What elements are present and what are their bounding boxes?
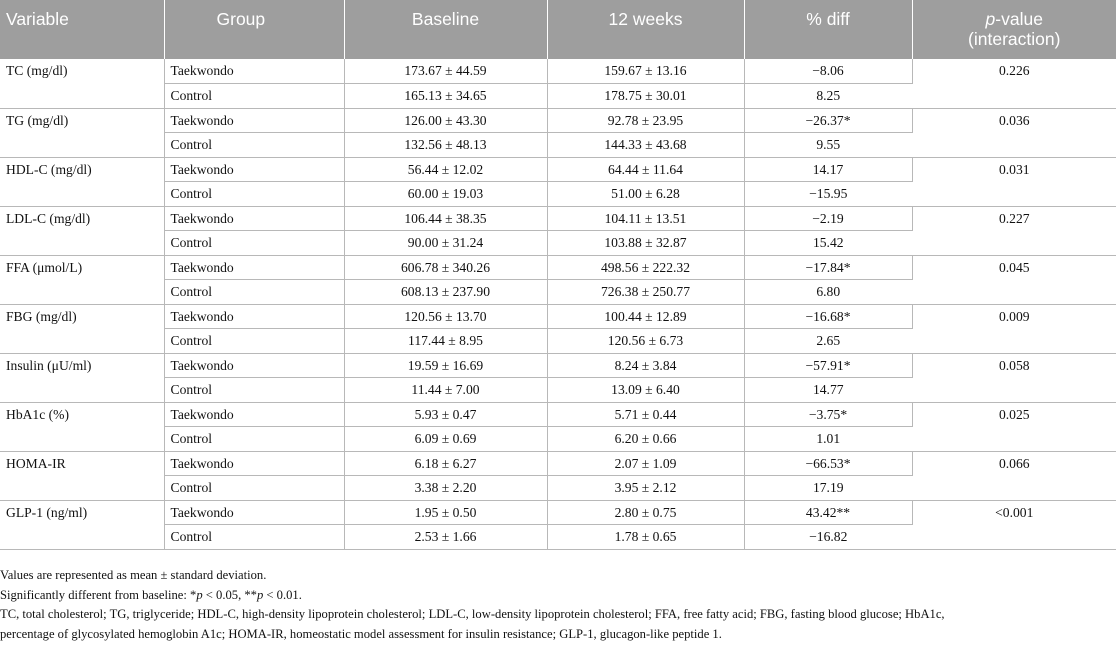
week12-cell: 6.20 ± 0.66: [547, 427, 744, 452]
group-cell: Control: [164, 133, 344, 158]
percent-diff-cell: −26.37*: [744, 108, 912, 133]
p-value-cell: 0.227: [912, 206, 1116, 255]
table-row: [0, 451, 1116, 476]
week12-cell: 159.67 ± 13.16: [547, 59, 744, 84]
group-cell: Taekwondo: [164, 157, 344, 182]
group-cell: Control: [164, 329, 344, 354]
table-row: [0, 255, 1116, 280]
variable-cell: LDL-C (mg/dl): [0, 206, 164, 255]
week12-cell: 104.11 ± 13.51: [547, 206, 744, 231]
week12-cell: 5.71 ± 0.44: [547, 402, 744, 427]
footnote-abbreviations-1: TC, total cholesterol; TG, triglyceride; HDL-C, high-density lipoprotein cholesterol; LDL-C, low-density lipoprotein cholesterol; FFA, free fatty acid; FBG, fasting blood glucose; HbA1c,: [0, 607, 945, 621]
table-row: [0, 353, 1116, 378]
header-percent-diff: % diff: [744, 0, 912, 59]
table-footnotes: [0, 566, 1112, 644]
baseline-cell: 608.13 ± 237.90: [344, 280, 547, 305]
baseline-cell: 19.59 ± 16.69: [344, 353, 547, 378]
percent-diff-cell: −15.95: [744, 182, 912, 207]
variable-cell: FFA (μmol/L): [0, 255, 164, 304]
percent-diff-cell: 43.42**: [744, 500, 912, 525]
p-value-cell: 0.045: [912, 255, 1116, 304]
footnote-sig-part-b: < 0.05, **: [202, 587, 257, 602]
percent-diff-cell: −16.68*: [744, 304, 912, 329]
footnote-sig-part-a: Significantly different from baseline: *: [0, 587, 197, 602]
percent-diff-cell: −57.91*: [744, 353, 912, 378]
week12-cell: 64.44 ± 11.64: [547, 157, 744, 182]
baseline-cell: 6.09 ± 0.69: [344, 427, 547, 452]
week12-cell: 2.07 ± 1.09: [547, 451, 744, 476]
baseline-cell: 126.00 ± 43.30: [344, 108, 547, 133]
p-value-cell: 0.009: [912, 304, 1116, 353]
group-cell: Control: [164, 231, 344, 256]
variable-cell: TC (mg/dl): [0, 59, 164, 108]
variable-cell: TG (mg/dl): [0, 108, 164, 157]
p-value-cell: 0.031: [912, 157, 1116, 206]
p-value-cell: 0.066: [912, 451, 1116, 500]
table-row: [0, 402, 1116, 427]
group-cell: Taekwondo: [164, 353, 344, 378]
header-p-suffix: -value: [995, 9, 1043, 29]
group-cell: Control: [164, 476, 344, 501]
baseline-cell: 6.18 ± 6.27: [344, 451, 547, 476]
group-cell: Taekwondo: [164, 108, 344, 133]
group-cell: Control: [164, 525, 344, 550]
week12-cell: 2.80 ± 0.75: [547, 500, 744, 525]
percent-diff-cell: −17.84*: [744, 255, 912, 280]
group-cell: Control: [164, 378, 344, 403]
week12-cell: 103.88 ± 32.87: [547, 231, 744, 256]
week12-cell: 1.78 ± 0.65: [547, 525, 744, 550]
p-value-cell: <0.001: [912, 500, 1116, 549]
baseline-cell: 2.53 ± 1.66: [344, 525, 547, 550]
week12-cell: 100.44 ± 12.89: [547, 304, 744, 329]
week12-cell: 13.09 ± 6.40: [547, 378, 744, 403]
week12-cell: 726.38 ± 250.77: [547, 280, 744, 305]
variable-cell: HDL-C (mg/dl): [0, 157, 164, 206]
week12-cell: 498.56 ± 222.32: [547, 255, 744, 280]
percent-diff-cell: 14.17: [744, 157, 912, 182]
table-row: [0, 157, 1116, 182]
percent-diff-cell: −8.06: [744, 59, 912, 84]
group-cell: Control: [164, 84, 344, 109]
table-row: [0, 304, 1116, 329]
percent-diff-cell: 8.25: [744, 84, 912, 109]
variable-cell: Insulin (μU/ml): [0, 353, 164, 402]
group-cell: Taekwondo: [164, 255, 344, 280]
footnote-abbreviations-2: percentage of glycosylated hemoglobin A1c; HOMA-IR, homeostatic model assessment for insulin resistance; GLP-1, glucagon-like peptide 1.: [0, 626, 722, 641]
header-p-subtitle: (interaction): [968, 29, 1061, 49]
percent-diff-cell: 9.55: [744, 133, 912, 158]
footnote-sig-p1: p: [196, 587, 203, 602]
percent-diff-cell: −66.53*: [744, 451, 912, 476]
header-baseline: Baseline: [344, 0, 547, 59]
footnote-sig-p2: p: [256, 587, 264, 602]
baseline-cell: 1.95 ± 0.50: [344, 500, 547, 525]
percent-diff-cell: 6.80: [744, 280, 912, 305]
baseline-cell: 117.44 ± 8.95: [344, 329, 547, 354]
group-cell: Taekwondo: [164, 304, 344, 329]
week12-cell: 3.95 ± 2.12: [547, 476, 744, 501]
header-p-value: [912, 0, 1116, 59]
group-cell: Taekwondo: [164, 206, 344, 231]
week12-cell: 8.24 ± 3.84: [547, 353, 744, 378]
baseline-cell: 120.56 ± 13.70: [344, 304, 547, 329]
header-row: [0, 0, 1116, 59]
variable-cell: HbA1c (%): [0, 402, 164, 451]
group-cell: Taekwondo: [164, 402, 344, 427]
p-value-cell: 0.025: [912, 402, 1116, 451]
percent-diff-cell: −2.19: [744, 206, 912, 231]
table-body: [0, 59, 1116, 549]
variable-cell: FBG (mg/dl): [0, 304, 164, 353]
week12-cell: 51.00 ± 6.28: [547, 182, 744, 207]
group-cell: Control: [164, 427, 344, 452]
footnote-sig-part-c: < 0.01.: [263, 587, 302, 602]
group-cell: Taekwondo: [164, 451, 344, 476]
baseline-cell: 606.78 ± 340.26: [344, 255, 547, 280]
group-cell: Taekwondo: [164, 59, 344, 84]
week12-cell: 144.33 ± 43.68: [547, 133, 744, 158]
baseline-cell: 56.44 ± 12.02: [344, 157, 547, 182]
week12-cell: 178.75 ± 30.01: [547, 84, 744, 109]
baseline-cell: 3.38 ± 2.20: [344, 476, 547, 501]
table-row: [0, 500, 1116, 525]
group-cell: Control: [164, 182, 344, 207]
group-cell: Control: [164, 280, 344, 305]
percent-diff-cell: 1.01: [744, 427, 912, 452]
baseline-cell: 132.56 ± 48.13: [344, 133, 547, 158]
baseline-cell: 106.44 ± 38.35: [344, 206, 547, 231]
baseline-cell: 60.00 ± 19.03: [344, 182, 547, 207]
header-12-weeks: 12 weeks: [547, 0, 744, 59]
baseline-cell: 173.67 ± 44.59: [344, 59, 547, 84]
percent-diff-cell: 15.42: [744, 231, 912, 256]
footnote-significance: [0, 586, 1112, 606]
p-value-cell: 0.058: [912, 353, 1116, 402]
baseline-cell: 5.93 ± 0.47: [344, 402, 547, 427]
percent-diff-cell: 17.19: [744, 476, 912, 501]
group-cell: Taekwondo: [164, 500, 344, 525]
header-group: Group: [164, 0, 344, 59]
week12-cell: 120.56 ± 6.73: [547, 329, 744, 354]
baseline-cell: 11.44 ± 7.00: [344, 378, 547, 403]
p-value-cell: 0.226: [912, 59, 1116, 108]
footnote-values: Values are represented as mean ± standard deviation.: [0, 568, 267, 582]
baseline-cell: 90.00 ± 31.24: [344, 231, 547, 256]
header-variable: Variable: [0, 0, 164, 59]
baseline-cell: 165.13 ± 34.65: [344, 84, 547, 109]
p-value-cell: 0.036: [912, 108, 1116, 157]
table-row: [0, 108, 1116, 133]
percent-diff-cell: 2.65: [744, 329, 912, 354]
variable-cell: GLP-1 (ng/ml): [0, 500, 164, 549]
header-p-letter: p: [985, 9, 996, 29]
table-row: [0, 59, 1116, 84]
table-row: [0, 206, 1116, 231]
percent-diff-cell: −16.82: [744, 525, 912, 550]
percent-diff-cell: 14.77: [744, 378, 912, 403]
week12-cell: 92.78 ± 23.95: [547, 108, 744, 133]
percent-diff-cell: −3.75*: [744, 402, 912, 427]
variable-cell: HOMA-IR: [0, 451, 164, 500]
